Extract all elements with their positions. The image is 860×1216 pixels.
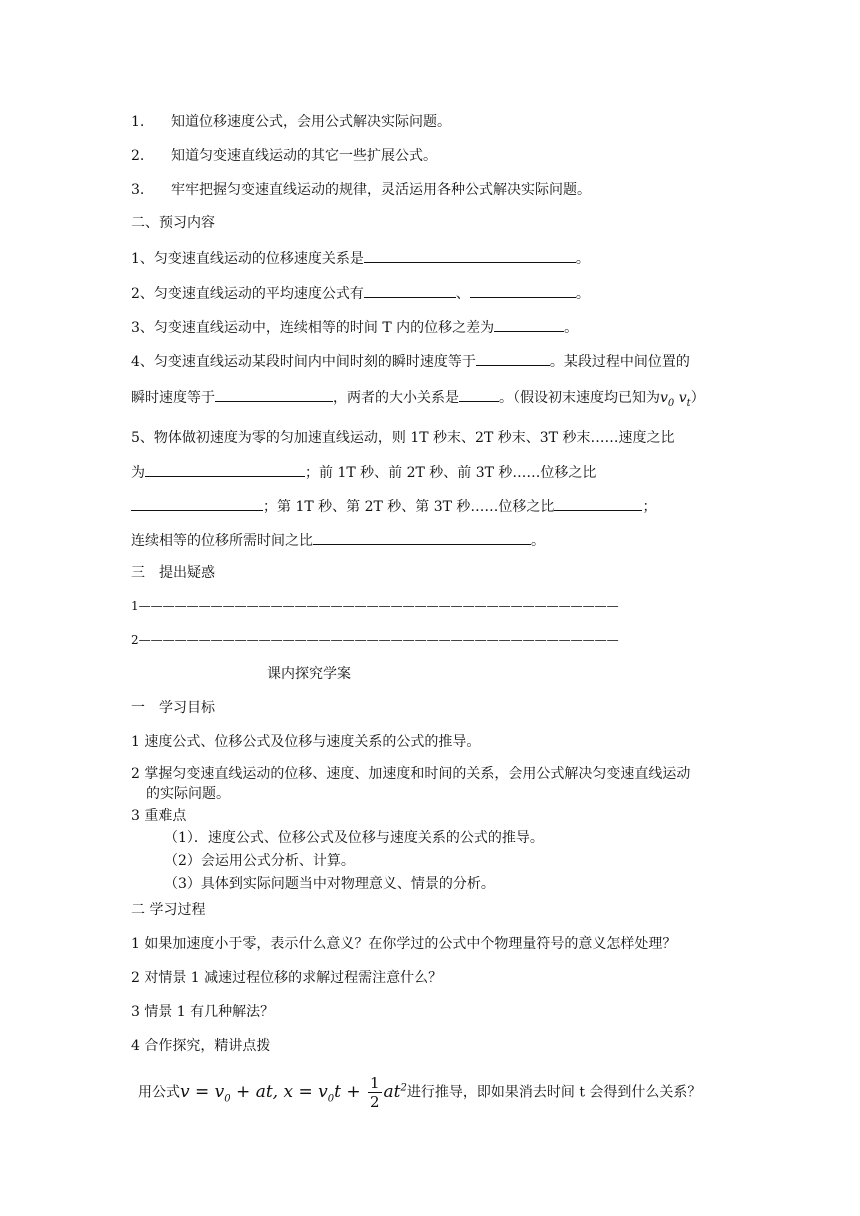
answer-blank[interactable]	[364, 247, 576, 263]
objective-item	[131, 112, 451, 132]
preview-question-5d	[131, 529, 545, 551]
preview-question-2	[131, 282, 590, 304]
process-question: 4 合作探究，精讲点拨	[131, 1038, 271, 1054]
preview-question-3	[131, 316, 578, 338]
answer-blank[interactable]	[131, 495, 263, 511]
question-text: ；前 1T 秒、前 2T 秒、前 3T 秒……位移之比	[305, 465, 597, 481]
question-text: 。	[564, 320, 579, 336]
question-text: 、	[455, 286, 470, 302]
question-text: ；第 1T 秒、第 2T 秒、第 3T 秒……位移之比	[263, 499, 555, 515]
answer-blank[interactable]	[145, 461, 305, 477]
preview-heading: 二、预习内容	[131, 215, 215, 231]
question-text: 。	[531, 533, 545, 549]
objective-text: 知道位移速度公式，会用公式解决实际问题。	[171, 114, 451, 130]
objective-number: 1.	[131, 114, 145, 130]
doubt-line-1[interactable]: 1————————————————————————————————————————	[131, 599, 619, 613]
answer-blank[interactable]	[215, 386, 333, 402]
question-text: 2、匀变速直线运动的平均速度公式有	[131, 286, 364, 302]
answer-blank[interactable]	[470, 282, 576, 298]
preview-question-4b	[131, 386, 705, 414]
preview-question-5a: 5、物体做初速度为零的匀加速直线运动，则 1T 秒末、2T 秒末、3T 秒末……速度之比	[131, 430, 675, 446]
process-heading: 二 学习过程	[131, 902, 206, 918]
question-text: 为	[131, 465, 145, 481]
goal-item: 3 重难点	[131, 808, 187, 824]
objective-text: 牢牢把握匀变速直线运动的规律，灵活运用各种公式解决实际问题。	[171, 182, 591, 198]
preview-question-5b	[131, 461, 596, 483]
doubts-heading: 三 提出疑惑	[131, 565, 215, 581]
preview-question-1	[131, 247, 590, 269]
question-text: 1、匀变速直线运动的位移速度关系是	[131, 251, 364, 267]
question-text: ；	[642, 499, 657, 515]
goal-item: 1 速度公式、位移公式及位移与速度关系的公式的推导。	[131, 734, 481, 750]
question-text: 。	[575, 251, 590, 267]
objective-number: 3.	[131, 182, 145, 198]
goal-item: 2 掌握匀变速直线运动的位移、速度、加速度和时间的关系，会用公式解决匀变速直线运动	[131, 766, 691, 782]
answer-blank[interactable]	[364, 282, 456, 298]
doubt-line-2[interactable]: 2————————————————————————————————————————	[131, 633, 619, 647]
answer-blank[interactable]	[313, 529, 531, 545]
question-text: ）	[690, 390, 705, 406]
question-text: 进行推导，即如果消去时间 t 会得到什么关系？	[406, 1084, 702, 1101]
question-text: 3、匀变速直线运动中，连续相等的时间 T 内的位移之差为	[131, 320, 495, 336]
process-question: 2 对情景 1 减速过程位移的求解过程需注意什么？	[131, 970, 443, 986]
process-question: 1 如果加速度小于零，表示什么意义？在你学过的公式中个物理量符号的意义怎样处理？	[131, 936, 677, 952]
velocity-symbols: $v_0$ $v_t$	[660, 390, 691, 409]
kinematics-formula: $v = v_0$ + at, $x = v_0t$ + $\frac{1}{2}$ $at^2$	[180, 1073, 407, 1111]
preview-question-5c	[131, 495, 656, 517]
key-point-item: （2）会运用公式分析、计算。	[164, 853, 355, 869]
key-point-item: （3）具体到实际问题当中对物理意义、情景的分析。	[164, 876, 495, 892]
section-title: 课内探究学案	[267, 666, 351, 682]
question-text: 。某段过程中间位置的	[549, 354, 690, 370]
process-question: 3 情景 1 有几种解法？	[131, 1004, 275, 1020]
question-text: ，两者的大小关系是	[333, 390, 459, 406]
preview-question-4a	[131, 350, 690, 372]
question-text: 。（假设初末速度均已知为	[499, 390, 660, 406]
objective-number: 2.	[131, 148, 145, 164]
answer-blank[interactable]	[554, 495, 642, 511]
answer-blank[interactable]	[459, 386, 499, 402]
question-text: 4、匀变速直线运动某段时间内中间时刻的瞬时速度等于	[131, 354, 476, 370]
answer-blank[interactable]	[494, 316, 564, 332]
goal-item-continued: 的实际问题。	[146, 786, 230, 802]
objective-item	[131, 180, 591, 200]
key-point-item: （1）．速度公式、位移公式及位移与速度关系的公式的推导。	[164, 830, 544, 846]
goals-heading: 一 学习目标	[131, 700, 215, 716]
answer-blank[interactable]	[476, 350, 550, 366]
objective-item	[131, 146, 437, 166]
formula-question	[138, 1068, 701, 1119]
question-text: 连续相等的位移所需时间之比	[131, 533, 313, 549]
question-text: 。	[575, 286, 590, 302]
objective-text: 知道匀变速直线运动的其它一些扩展公式。	[171, 148, 437, 164]
question-text: 用公式	[138, 1084, 180, 1101]
question-text: 瞬时速度等于	[131, 390, 215, 406]
